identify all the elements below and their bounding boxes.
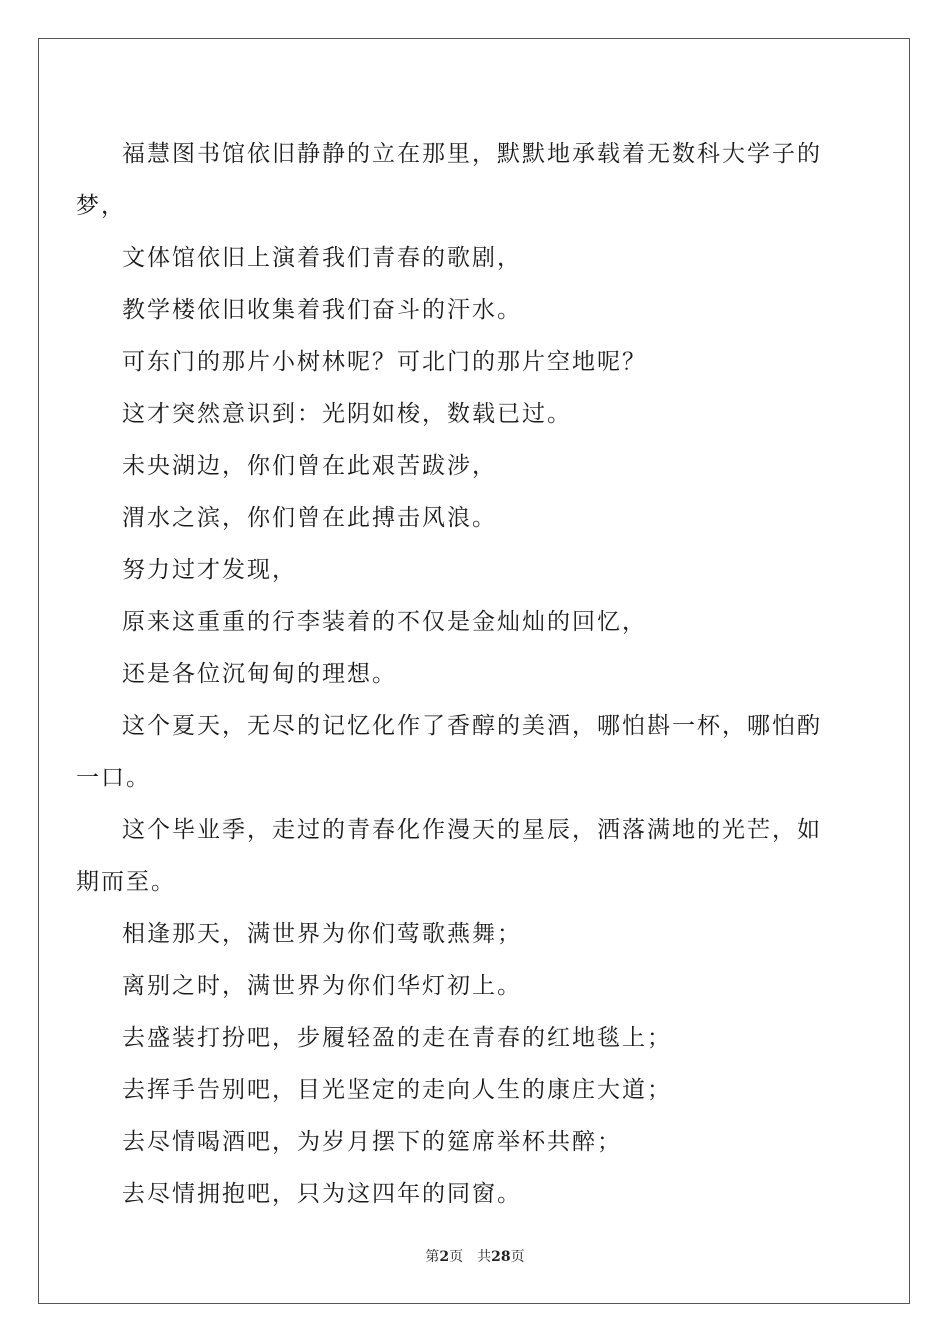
paragraph: 还是各位沉甸甸的理想。 [122, 661, 397, 687]
paragraph: 这才突然意识到：光阴如梭，数载已过。 [122, 401, 572, 427]
paragraph: 这个夏天，无尽的记忆化作了香醇的美酒，哪怕斟一杯，哪怕酌一口。 [76, 713, 822, 791]
paragraph: 离别之时，满世界为你们华灯初上。 [122, 973, 522, 999]
paragraph: 福慧图书馆依旧静静的立在那里，默默地承载着无数科大学子的梦， [76, 141, 822, 219]
document-body [76, 128, 838, 1220]
paragraph: 去尽情喝酒吧，为岁月摆下的筵席举杯共醉； [122, 1129, 622, 1155]
paragraph: 文体馆依旧上演着我们青春的歌剧， [122, 245, 522, 271]
footer-prefix: 第 [425, 1249, 440, 1265]
paragraph: 渭水之滨，你们曾在此搏击风浪。 [122, 505, 497, 531]
current-page-number: 2 [439, 1249, 450, 1265]
footer-total-prefix: 共 [477, 1249, 492, 1265]
paragraph: 可东门的那片小树林呢？可北门的那片空地呢？ [122, 349, 647, 375]
paragraph: 未央湖边，你们曾在此艰苦跋涉， [122, 453, 497, 479]
footer-total-unit: 页 [510, 1249, 525, 1265]
page-footer [0, 1246, 950, 1266]
paragraph: 原来这重重的行李装着的不仅是金灿灿的回忆， [122, 609, 647, 635]
footer-page-unit: 页 [449, 1249, 464, 1265]
paragraph: 去盛装打扮吧，步履轻盈的走在青春的红地毯上； [122, 1025, 672, 1051]
total-pages-number: 28 [491, 1249, 511, 1265]
paragraph: 去尽情拥抱吧，只为这四年的同窗。 [122, 1181, 522, 1207]
paragraph: 这个毕业季，走过的青春化作漫天的星辰，洒落满地的光芒，如期而至。 [76, 817, 822, 895]
paragraph: 相逢那天，满世界为你们莺歌燕舞； [122, 921, 522, 947]
paragraph: 努力过才发现， [122, 557, 297, 583]
paragraph: 教学楼依旧收集着我们奋斗的汗水。 [122, 297, 522, 323]
paragraph: 去挥手告别吧，目光坚定的走向人生的康庄大道； [122, 1077, 672, 1103]
